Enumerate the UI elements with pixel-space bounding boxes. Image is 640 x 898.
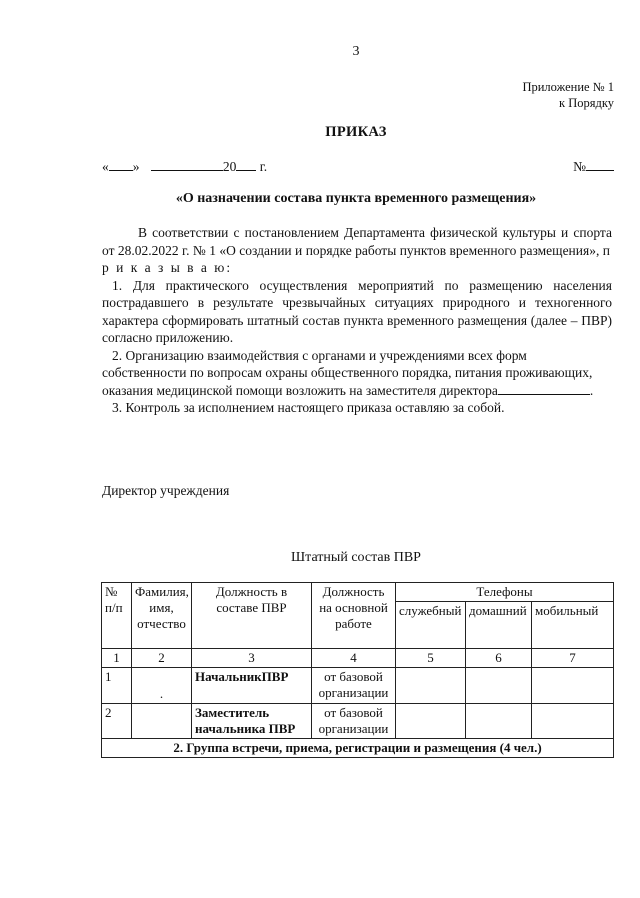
annex-note	[522, 79, 614, 111]
item-2	[102, 347, 612, 400]
date-open-quote: «	[102, 159, 109, 174]
header-phone-home: домашний	[466, 602, 532, 649]
annex-line-2: к Порядку	[559, 96, 614, 110]
preamble-order-word: п р и к а з ы в а ю:	[102, 242, 612, 275]
year-prefix: 20	[222, 159, 237, 174]
annex-line-1: Приложение № 1	[522, 80, 614, 94]
row-position-pvr: НачальникПВР	[192, 668, 312, 704]
header-name: Фамилия, имя, отчество	[132, 583, 192, 649]
day-blank	[109, 158, 133, 171]
table-row	[102, 668, 614, 704]
col-number: 6	[466, 649, 532, 668]
header-phone-mobile: мобильный	[532, 602, 614, 649]
item-2-end: .	[589, 382, 594, 398]
year-suffix: г.	[259, 159, 268, 174]
order-body	[102, 224, 612, 417]
table-row	[102, 704, 614, 739]
group-row	[102, 739, 614, 758]
row-phone-mobile	[532, 704, 614, 739]
column-number-row	[102, 649, 614, 668]
item-1: 1. Для практического осуществления мероприятий по размещению населения пострадавшего в результате чрезвычайных ситуациях природного и техногенного характера сформировать штатный состав пункта временного размещения (далее – ПВР) согласно приложению.	[102, 277, 612, 345]
col-number: 1	[102, 649, 132, 668]
preamble	[102, 224, 612, 277]
item-2-text: 2. Организацию взаимодействия с органами и учреждениями всех форм собственности по вопросам охраны общественного порядка, питания проживающих, оказания медицинской помощи возложить на заместителя директора	[102, 347, 593, 398]
year-blank	[236, 158, 256, 171]
order-subject: «О назначении состава пункта временного размещения»	[175, 191, 537, 206]
table-header-row	[102, 583, 614, 602]
group-2-heading: 2. Группа встречи, приема, регистрации и размещения (4 чел.)	[102, 739, 614, 758]
number-label: №	[573, 159, 586, 174]
row-position-main: от базовой организации	[312, 668, 396, 704]
date-line	[102, 158, 267, 175]
preamble-text: В соответствии с постановлением Департамента физической культуры и спорта от 28.02.2022 г. № 1 «О создании и порядке работы пунктов временного размещения»,	[102, 225, 612, 258]
row-phone-home	[466, 668, 532, 704]
deputy-blank	[498, 382, 590, 395]
row-phone-mobile	[532, 668, 614, 704]
date-close-quote: »	[132, 159, 140, 174]
table-caption: Штатный состав ПВР	[291, 550, 421, 565]
signature-line: Директор учреждения	[102, 483, 230, 498]
month-blank	[151, 158, 223, 171]
header-num: № п/п	[102, 583, 132, 649]
row-name	[132, 704, 192, 739]
row-position-pvr: Заместитель начальника ПВР	[192, 704, 312, 739]
item-3: 3. Контроль за исполнением настоящего приказа оставляю за собой.	[112, 400, 505, 415]
page-number: 3	[352, 44, 360, 59]
col-number: 5	[396, 649, 466, 668]
row-phone-work	[396, 704, 466, 739]
row-name: .	[132, 668, 192, 704]
number-blank	[586, 158, 614, 171]
col-number: 4	[312, 649, 396, 668]
header-position-pvr: Должность в составе ПВР	[192, 583, 312, 649]
col-number: 7	[532, 649, 614, 668]
header-position-main: Должность на основной работе	[312, 583, 396, 649]
header-phones: Телефоны	[396, 583, 614, 602]
row-position-main: от базовой организации	[312, 704, 396, 739]
header-phone-work: служебный	[396, 602, 466, 649]
col-number: 2	[132, 649, 192, 668]
col-number: 3	[192, 649, 312, 668]
row-num: 2	[102, 704, 132, 739]
row-num: 1	[102, 668, 132, 704]
row-phone-work	[396, 668, 466, 704]
order-number	[573, 158, 614, 175]
staff-table	[101, 582, 614, 758]
row-phone-home	[466, 704, 532, 739]
document-title: ПРИКАЗ	[325, 124, 387, 140]
